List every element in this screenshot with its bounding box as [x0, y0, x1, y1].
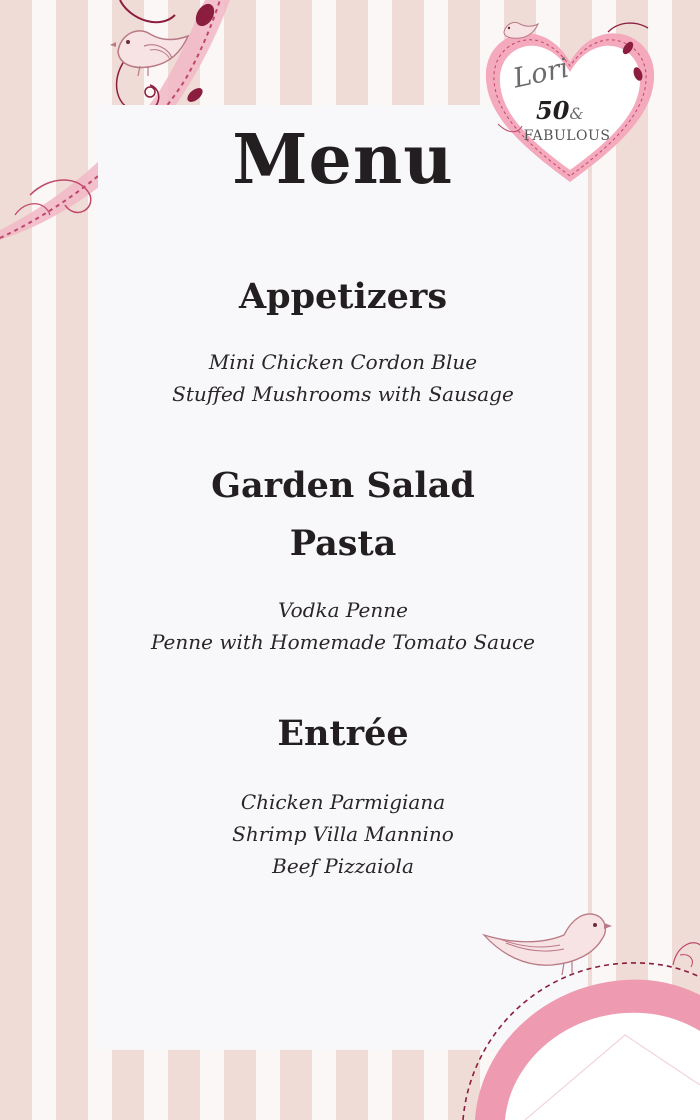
menu-item: Penne with Homemade Tomato Sauce [150, 630, 535, 654]
section-heading-appetizers: Appetizers [238, 276, 448, 317]
section-heading-pasta: Pasta [289, 523, 397, 564]
menu-item: Beef Pizzaiola [272, 854, 414, 878]
bird-icon [110, 22, 205, 84]
menu-item: Mini Chicken Cordon Blue [208, 350, 478, 374]
section-heading-garden-salad: Garden Salad [211, 465, 475, 506]
badge-number: 50 [536, 96, 570, 125]
menu-item: Shrimp Villa Mannino [232, 822, 454, 846]
menu-item: Chicken Parmigiana [240, 790, 446, 814]
badge-name: Lori [510, 52, 572, 95]
menu-item: Vodka Penne [278, 598, 408, 622]
menu-title: Menu [232, 120, 454, 200]
badge-word: FABULOUS [523, 128, 611, 144]
pasta-list [98, 594, 588, 658]
bird-icon [480, 905, 612, 977]
badge-ampersand: & [569, 104, 584, 123]
small-bird-icon [500, 18, 542, 44]
appetizers-list [98, 346, 588, 410]
menu-item: Stuffed Mushrooms with Sausage [172, 382, 514, 406]
section-heading-entree: Entrée [277, 713, 409, 754]
entree-list [98, 786, 588, 882]
